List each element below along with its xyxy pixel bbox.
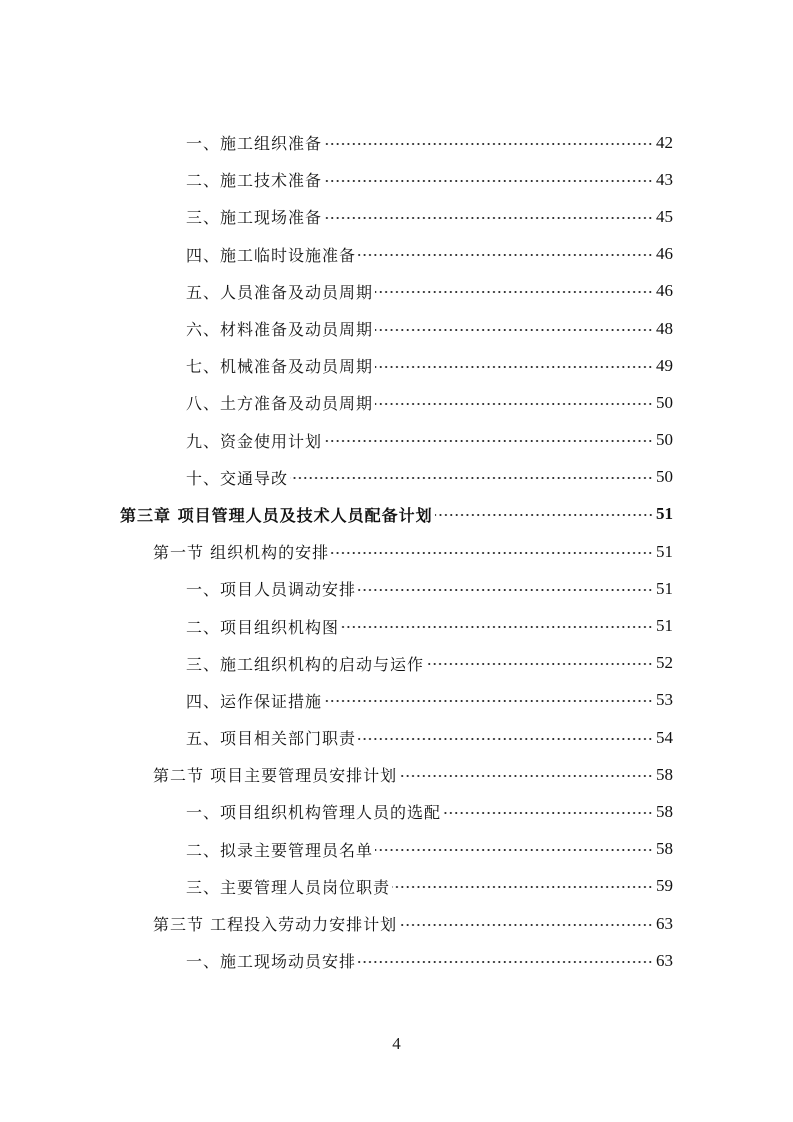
dot-leader [290,469,653,487]
toc-entry-title: 第二节 项目主要管理员安排计划 [153,766,398,786]
toc-entry-page: 46 [656,244,673,264]
toc-entry-title: 六、材料准备及动员周期 [186,320,374,340]
toc-entry-page: 42 [656,132,673,152]
toc-section-entry[interactable] [0,756,793,793]
dot-leader [435,506,653,524]
toc-entry-page: 58 [656,839,673,859]
toc-entry-page: 53 [656,690,673,710]
dot-leader [324,135,653,153]
toc-entry-page: 63 [656,950,673,970]
dot-leader [358,581,653,599]
toc-entry[interactable] [0,942,793,979]
toc-entry-title: 十、交通导改 [186,468,289,488]
dot-leader [375,321,653,339]
dot-leader [358,953,653,971]
toc-entry-page: 50 [656,392,673,412]
dot-leader [375,358,653,376]
toc-entry-page: 52 [656,653,673,673]
dot-leader [358,730,653,748]
toc-entry-page: 46 [656,281,673,301]
toc-entry-title: 三、施工现场准备 [186,208,323,228]
toc-entry-title: 第一节 组织机构的安排 [153,543,330,563]
toc-entry-title: 第三章 项目管理人员及技术人员配备计划 [120,505,433,525]
toc-entry-page: 48 [656,318,673,338]
toc-entry-page: 58 [656,764,673,784]
dot-leader [324,172,653,190]
toc-entry-title: 八、土方准备及动员周期 [186,394,374,414]
toc-entry[interactable] [0,793,793,830]
toc-entry-page: 50 [656,467,673,487]
dot-leader [358,246,653,264]
toc-entry[interactable] [0,459,793,496]
toc-entry[interactable] [0,198,793,235]
toc-entry-title: 一、项目组织机构管理人员的选配 [186,803,442,823]
toc-entry-title: 五、人员准备及动员周期 [186,282,374,302]
toc-entry[interactable] [0,236,793,273]
toc-entry[interactable] [0,645,793,682]
toc-entry-title: 二、拟录主要管理员名单 [186,840,374,860]
toc-entry-page: 51 [656,541,673,561]
toc-entry-title: 七、机械准备及动员周期 [186,357,374,377]
toc-entry[interactable] [0,868,793,905]
toc-entry-title: 四、施工临时设施准备 [186,245,357,265]
toc-entry-page: 43 [656,169,673,189]
toc-entry-title: 二、项目组织机构图 [186,617,340,637]
dot-leader [324,692,653,710]
toc-entry-title: 三、施工组织机构的启动与运作 [186,654,425,674]
table-of-contents [0,124,793,979]
toc-entry[interactable] [0,719,793,756]
toc-entry[interactable] [0,831,793,868]
toc-entry[interactable] [0,347,793,384]
toc-entry-title: 一、项目人员调动安排 [186,580,357,600]
toc-entry-page: 45 [656,206,673,226]
dot-leader [324,209,653,227]
toc-entry[interactable] [0,273,793,310]
toc-section-entry[interactable] [0,533,793,570]
dot-leader [399,767,653,785]
toc-section-entry[interactable] [0,905,793,942]
dot-leader [399,916,653,934]
dot-leader [392,878,653,896]
dot-leader [331,544,653,562]
toc-entry-title: 九、资金使用计划 [186,431,323,451]
toc-entry-page: 59 [656,876,673,896]
toc-entry-page: 51 [656,504,673,524]
dot-leader [375,283,653,301]
toc-entry-page: 54 [656,727,673,747]
toc-entry-page: 63 [656,913,673,933]
dot-leader [324,432,653,450]
toc-entry-title: 一、施工现场动员安排 [186,952,357,972]
toc-entry[interactable] [0,384,793,421]
toc-entry-page: 51 [656,578,673,598]
toc-entry[interactable] [0,124,793,161]
toc-entry-title: 第三节 工程投入劳动力安排计划 [153,915,398,935]
toc-entry-title: 一、施工组织准备 [186,134,323,154]
toc-entry[interactable] [0,161,793,198]
toc-entry-title: 五、项目相关部门职责 [186,729,357,749]
toc-entry[interactable] [0,310,793,347]
dot-leader [443,804,653,822]
toc-entry-page: 50 [656,430,673,450]
dot-leader [375,395,653,413]
page-number: 4 [392,1034,401,1053]
toc-entry-title: 四、运作保证措施 [186,691,323,711]
dot-leader [375,841,653,859]
toc-entry-page: 58 [656,801,673,821]
toc-entry[interactable] [0,570,793,607]
toc-entry-title: 三、主要管理人员岗位职责 [186,877,391,897]
toc-entry-title: 二、施工技术准备 [186,171,323,191]
toc-entry[interactable] [0,607,793,644]
toc-entry-page: 49 [656,355,673,375]
toc-entry[interactable] [0,682,793,719]
toc-chapter-entry[interactable] [0,496,793,533]
dot-leader [341,618,653,636]
toc-entry-page: 51 [656,616,673,636]
toc-entry[interactable] [0,422,793,459]
dot-leader [426,655,653,673]
